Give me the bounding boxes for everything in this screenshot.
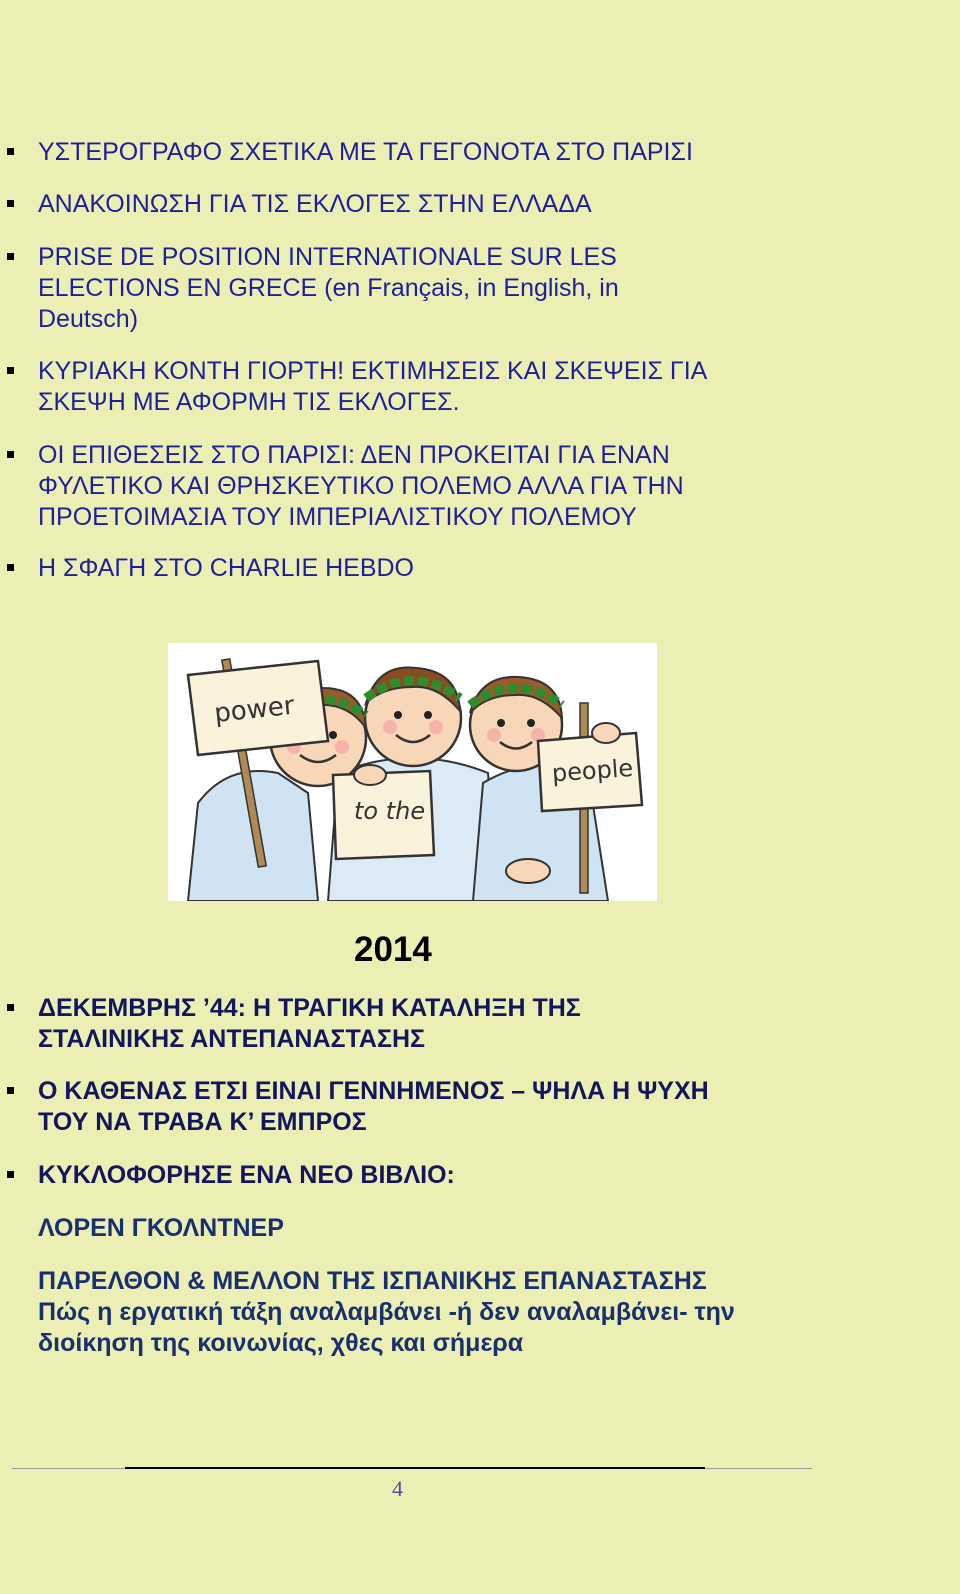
bullet-icon xyxy=(7,564,14,571)
bullet-icon xyxy=(7,1171,14,1178)
article-link[interactable]: ΑΝΑΚΟΙΝΩΣΗ ΓΙΑ ΤΙΣ ΕΚΛΟΓΕΣ ΣΤΗΝ ΕΛΛΑΔΑ xyxy=(38,189,798,220)
sign-power: power xyxy=(212,690,296,729)
article-link[interactable]: ΟΙ ΕΠΙΘΕΣΕΙΣ ΣΤΟ ΠΑΡΙΣΙ: ΔΕΝ ΠΡΟΚΕΙΤΑΙ ΓΙΑ ΕΝΑΝ ΦΥΛΕΤΙΚΟ ΚΑΙ ΘΡΗΣΚΕΥΤΙΚΟ ΠΟΛΕΜΟ ΑΛΛΑ ΓΙΑ ΤΗΝ ΠΡΟΕΤΟΙΜΑΣΙΑ ΤΟΥ ΙΜΠΕΡΙΑΛΙΣΤΙΚΟΥ ΠΟΛΕΜΟΥ xyxy=(38,440,773,533)
bullet-icon xyxy=(7,253,14,260)
article-link[interactable]: Η ΣΦΑΓΗ ΣΤΟ CHARLIE HEBDO xyxy=(38,553,798,584)
bullet-icon xyxy=(7,451,14,458)
book-author[interactable]: ΛΟΡΕΝ ΓΚΟΛΝΤΝΕΡ xyxy=(38,1214,284,1242)
article-link[interactable]: ΥΣΤΕΡΟΓΡΑΦΟ ΣΧΕΤΙΚΑ ΜΕ ΤΑ ΓΕΓΟΝΟΤΑ ΣΤΟ ΠΑΡΙΣΙ xyxy=(38,137,798,168)
power-to-the-people-illustration xyxy=(168,643,657,901)
sign-to-the: to the xyxy=(354,797,426,825)
book-subtitle[interactable]: Πώς η εργατική τάξη αναλαμβάνει -ή δεν αναλαμβάνει- την διοίκηση της κοινωνίας, χθες και σήμερα xyxy=(38,1298,735,1357)
bullet-icon xyxy=(7,148,14,155)
article-link[interactable]: ΔΕΚΕΜΒΡΗΣ ’44: Η ΤΡΑΓΙΚΗ ΚΑΤΑΛΗΞΗ ΤΗΣ ΣΤΑΛΙΝΙΚΗΣ ΑΝΤΕΠΑΝΑΣΤΑΣΗΣ xyxy=(38,993,638,1055)
article-link[interactable]: Ο ΚΑΘΕΝΑΣ ΕΤΣΙ ΕΙΝΑΙ ΓΕΝΝΗΜΕΝΟΣ – ΨΗΛΑ Η ΨΥΧΗ ΤΟΥ ΝΑ ΤΡΑΒΑ Κ’ ΕΜΠΡΟΣ xyxy=(38,1076,758,1138)
article-link[interactable]: ΚΥΡΙΑΚΗ ΚΟΝΤΗ ΓΙΟΡΤΗ! ΕΚΤΙΜΗΣΕΙΣ ΚΑΙ ΣΚΕΨΕΙΣ ΓΙΑ ΣΚΕΨΗ ΜΕ ΑΦΟΡΜΗ ΤΙΣ ΕΚΛΟΓΕΣ. xyxy=(38,356,783,418)
bullet-icon xyxy=(7,1087,14,1094)
article-link[interactable]: PRISE DE POSITION INTERNATIONALE SUR LES ELECTIONS EN GRECE (en Français, in English, in Deutsch) xyxy=(38,242,698,335)
bullet-icon xyxy=(7,200,14,207)
bullet-icon xyxy=(7,1004,14,1011)
article-link[interactable]: ΚΥΚΛΟΦΟΡΗΣΕ ΕΝΑ ΝΕΟ ΒΙΒΛΙΟ: xyxy=(38,1160,798,1191)
sign-people: people xyxy=(550,753,635,788)
page-number: 4 xyxy=(392,1476,403,1501)
bullet-icon xyxy=(7,367,14,374)
year-heading: 2014 xyxy=(354,930,432,969)
book-title[interactable]: ΠΑΡΕΛΘΟΝ & ΜΕΛΛΟΝ ΤΗΣ ΙΣΠΑΝΙΚΗΣ ΕΠΑΝΑΣΤΑΣΗΣ xyxy=(38,1267,707,1295)
footer-divider-bold xyxy=(125,1467,705,1469)
